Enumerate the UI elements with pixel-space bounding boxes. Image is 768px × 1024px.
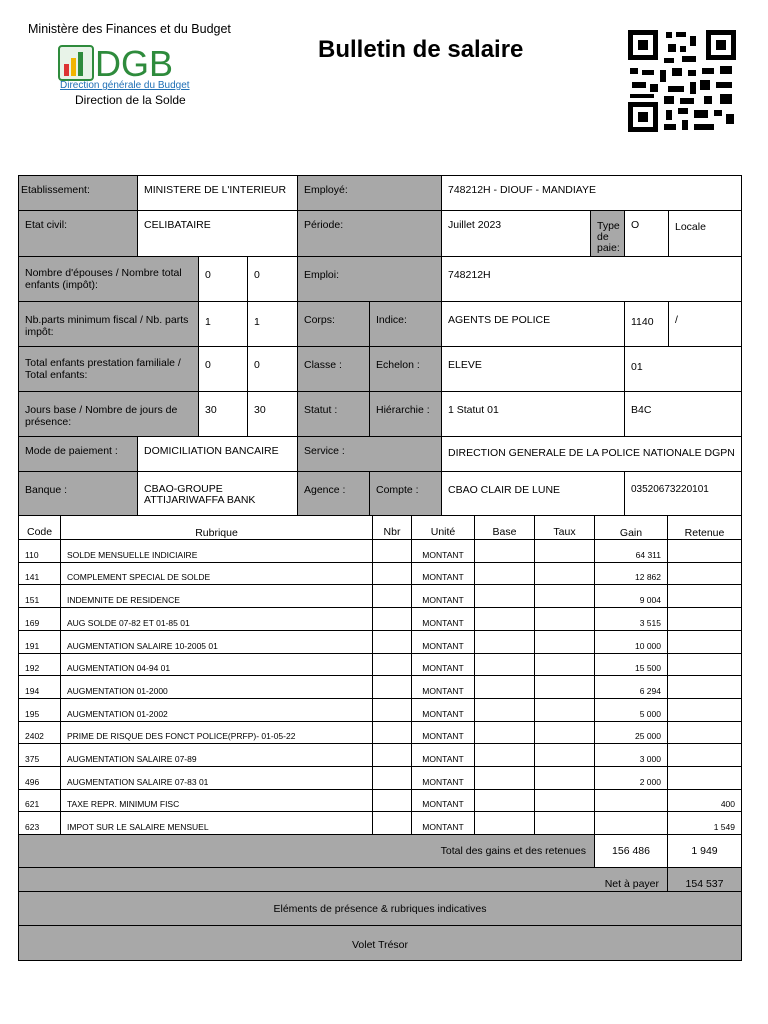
jours-base-value: 30 [198,391,248,437]
row-taux [534,675,595,699]
row-base [474,607,535,631]
row-code: 194 [18,675,61,699]
row-code: 195 [18,698,61,722]
row-unite: MONTANT [411,675,475,699]
row-retenue [667,675,742,699]
label-type-paie: Type de paie: [590,210,625,257]
label-compte: Compte : [369,471,442,516]
row-taux [534,789,595,812]
row-retenue: 400 [667,789,742,812]
row-gain: 3 515 [594,607,668,631]
row-unite: MONTANT [411,584,475,608]
row-gain [594,789,668,812]
echelon-value: 01 [624,346,742,392]
etat-civil-value: CELIBATAIRE [137,210,298,257]
row-taux [534,743,595,767]
label-mode-paiement: Mode de paiement : [18,436,138,472]
row-taux [534,653,595,676]
row-retenue [667,562,742,585]
row-base [474,743,535,767]
row-base [474,675,535,699]
col-unite: Unité [411,515,475,540]
row-taux [534,630,595,654]
prestation-value: 0 [198,346,248,392]
col-rubrique: Rubrique [60,515,373,540]
row-nbr [372,562,412,585]
label-emploi: Emploi: [297,256,442,302]
row-gain: 2 000 [594,766,668,790]
employe-value: 748212H - DIOUF - MANDIAYE [441,175,742,211]
col-nbr: Nbr [372,515,412,540]
row-gain: 25 000 [594,721,668,744]
row-nbr [372,584,412,608]
periode-value: Juillet 2023 [441,210,591,257]
label-echelon: Echelon : [369,346,442,392]
row-nbr [372,539,412,563]
label-employe: Employé: [297,175,442,211]
row-nbr [372,675,412,699]
row-rubrique: INDEMNITE DE RESIDENCE [60,584,373,608]
row-gain: 5 000 [594,698,668,722]
row-code: 496 [18,766,61,790]
row-base [474,653,535,676]
qr-code-icon [628,30,736,132]
row-unite: MONTANT [411,539,475,563]
row-retenue [667,698,742,722]
row-gain: 9 004 [594,584,668,608]
row-code: 623 [18,811,61,835]
row-taux [534,607,595,631]
hierarchie-value: B4C [624,391,742,437]
net-label: Net à payer [18,867,668,892]
ministry-name: Ministère des Finances et du Budget [28,22,231,36]
etablissement-value: MINISTERE DE L'INTERIEUR [137,175,298,211]
type-paie-value: O [624,210,669,257]
row-nbr [372,766,412,790]
row-rubrique: SOLDE MENSUELLE INDICIAIRE [60,539,373,563]
row-code: 110 [18,539,61,563]
row-nbr [372,789,412,812]
label-prestation: Total enfants prestation familiale / Total enfants: [18,346,199,392]
row-rubrique: IMPOT SUR LE SALAIRE MENSUEL [60,811,373,835]
label-classe: Classe : [297,346,370,392]
row-retenue [667,607,742,631]
row-taux [534,698,595,722]
row-unite: MONTANT [411,766,475,790]
row-retenue: 1 549 [667,811,742,835]
logo-subtitle: Direction générale du Budget [60,80,190,91]
row-nbr [372,721,412,744]
row-rubrique: AUGMENTATION SALAIRE 07-89 [60,743,373,767]
row-retenue [667,653,742,676]
row-code: 2402 [18,721,61,744]
row-nbr [372,698,412,722]
elements-presence-section: Eléments de présence & rubriques indicatives [18,891,742,926]
net-a-payer: 154 537 [667,867,742,892]
row-nbr [372,743,412,767]
row-base [474,539,535,563]
col-code: Code [18,515,61,540]
label-periode: Période: [297,210,442,257]
row-taux [534,562,595,585]
label-banque: Banque : [18,471,138,516]
row-unite: MONTANT [411,653,475,676]
row-code: 192 [18,653,61,676]
volet-tresor-section: Volet Trésor [18,925,742,961]
row-base [474,584,535,608]
row-retenue [667,766,742,790]
row-base [474,698,535,722]
label-statut: Statut : [297,391,370,437]
row-taux [534,811,595,835]
total-enfants-value: 0 [247,346,298,392]
enfants-impot-value: 0 [247,256,298,302]
label-jours: Jours base / Nombre de jours de présence: [18,391,199,437]
agence-value: CBAO CLAIR DE LUNE [441,471,625,516]
label-corps: Corps: [297,301,370,347]
label-indice: Indice: [369,301,442,347]
row-rubrique: AUGMENTATION SALAIRE 07-83 01 [60,766,373,790]
row-retenue [667,584,742,608]
total-gains: 156 486 [594,834,668,868]
indice-value: 1140 [624,301,669,347]
indice-separator: / [668,301,742,347]
row-gain: 10 000 [594,630,668,654]
row-rubrique: PRIME DE RISQUE DES FONCT POLICE(PRFP)- 01-05-22 [60,721,373,744]
row-base [474,562,535,585]
row-nbr [372,653,412,676]
row-unite: MONTANT [411,789,475,812]
label-hierarchie: Hiérarchie : [369,391,442,437]
row-unite: MONTANT [411,698,475,722]
row-code: 375 [18,743,61,767]
classe-value: ELEVE [441,346,625,392]
logo-text: DGB [95,43,174,84]
row-taux [534,766,595,790]
statut-value: 1 Statut 01 [441,391,625,437]
row-rubrique: TAXE REPR. MINIMUM FISC [60,789,373,812]
row-base [474,766,535,790]
compte-value: 03520673220101 [624,471,742,516]
row-nbr [372,811,412,835]
label-service: Service : [297,436,442,472]
row-nbr [372,630,412,654]
parts-min-value: 1 [198,301,248,347]
row-rubrique: AUG SOLDE 07-82 ET 01-85 01 [60,607,373,631]
row-taux [534,721,595,744]
row-gain: 15 500 [594,653,668,676]
row-unite: MONTANT [411,743,475,767]
direction-solde: Direction de la Solde [75,93,186,107]
row-rubrique: AUGMENTATION 04-94 01 [60,653,373,676]
label-etablissement: Etablissement: [18,175,138,211]
locale-value: Locale [668,210,742,257]
row-base [474,811,535,835]
row-code: 151 [18,584,61,608]
label-agence: Agence : [297,471,370,516]
row-unite: MONTANT [411,630,475,654]
totals-label: Total des gains et des retenues [18,834,595,868]
row-gain [594,811,668,835]
col-retenue: Retenue [667,515,742,540]
row-base [474,630,535,654]
row-retenue [667,743,742,767]
row-unite: MONTANT [411,721,475,744]
label-epouses: Nombre d'épouses / Nombre total enfants (impôt): [18,256,199,302]
row-retenue [667,630,742,654]
row-taux [534,539,595,563]
row-unite: MONTANT [411,607,475,631]
row-gain: 12 862 [594,562,668,585]
row-unite: MONTANT [411,562,475,585]
row-retenue [667,721,742,744]
row-nbr [372,607,412,631]
row-code: 621 [18,789,61,812]
row-rubrique: AUGMENTATION 01-2002 [60,698,373,722]
row-rubrique: AUGMENTATION SALAIRE 10-2005 01 [60,630,373,654]
row-gain: 3 000 [594,743,668,767]
row-code: 191 [18,630,61,654]
label-parts: Nb.parts minimum fiscal / Nb. parts impôt: [18,301,199,347]
page-title: Bulletin de salaire [318,36,524,63]
row-rubrique: AUGMENTATION 01-2000 [60,675,373,699]
row-base [474,721,535,744]
row-retenue [667,539,742,563]
mode-paiement-value: DOMICILIATION BANCAIRE [137,436,298,472]
emploi-value: 748212H [441,256,742,302]
row-code: 169 [18,607,61,631]
col-taux: Taux [534,515,595,540]
col-gain: Gain [594,515,668,540]
epouses-value: 0 [198,256,248,302]
service-value: DIRECTION GENERALE DE LA POLICE NATIONALE DGPN [441,436,742,472]
row-taux [534,584,595,608]
row-rubrique: COMPLEMENT SPECIAL DE SOLDE [60,562,373,585]
row-base [474,789,535,812]
row-unite: MONTANT [411,811,475,835]
row-gain: 6 294 [594,675,668,699]
jours-presence-value: 30 [247,391,298,437]
total-retenues: 1 949 [667,834,742,868]
parts-impot-value: 1 [247,301,298,347]
label-etat-civil: Etat civil: [18,210,138,257]
row-code: 141 [18,562,61,585]
col-base: Base [474,515,535,540]
corps-value: AGENTS DE POLICE [441,301,625,347]
banque-value: CBAO-GROUPE ATTIJARIWAFFA BANK [137,471,298,516]
row-gain: 64 311 [594,539,668,563]
